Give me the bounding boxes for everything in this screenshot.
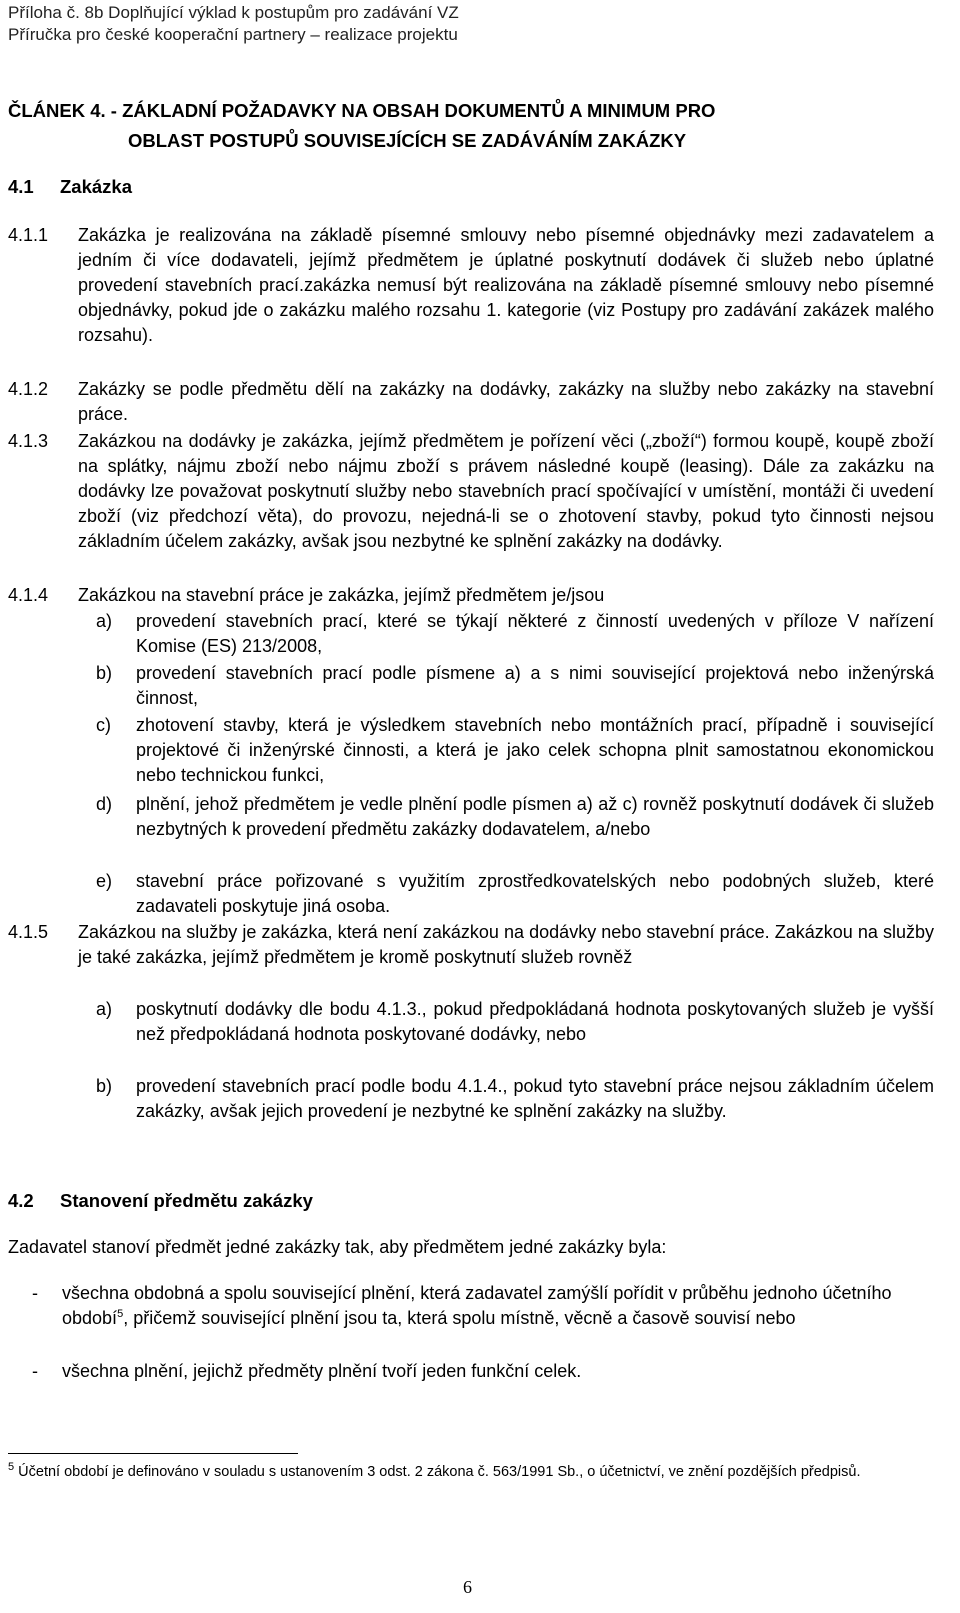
- list-item-label: a): [96, 611, 113, 631]
- list-item-label: d): [96, 794, 113, 814]
- paragraph-4-1-3: [8, 429, 934, 554]
- paragraph-number: 4.1.2: [8, 379, 49, 399]
- paragraph-text: Zakázkou na služby je zakázka, která není zakázkou na dodávky nebo stavební práce. Zakázkou na služby je také zakázka, jejímž předmětem je kromě poskytnutí služeb rovněž: [78, 922, 934, 967]
- list-item-label: e): [96, 871, 113, 891]
- list-item-label: c): [96, 715, 111, 735]
- list-item-text: provedení stavebních prací podle bodu 4.1.4., pokud tyto stavební práce nejsou základním účelem zakázky, avšak jejich provedení je nezbytné ke splnění zakázky na služby.: [136, 1076, 934, 1121]
- list-item-label: b): [96, 1076, 113, 1096]
- paragraph-number: 4.1.5: [8, 922, 49, 942]
- page-number: 6: [463, 1577, 472, 1597]
- paragraph-text: Zakázkou na stavební práce je zakázka, jejímž předmětem je/jsou: [78, 585, 605, 605]
- section-title: Zakázka: [60, 176, 132, 197]
- list-item: [96, 869, 934, 919]
- bullet-text: [62, 1281, 934, 1331]
- list-item: [96, 713, 934, 788]
- list-item-text: plnění, jehož předmětem je vedle plnění podle písmen a) až c) rovněž poskytnutí dodávek či služeb nezbytných k provedení předmětu zakázky dodavatelem, a/nebo: [136, 794, 934, 839]
- list-item-text: provedení stavebních prací, které se týkají některé z činností uvedených v příloze V nařízení Komise (ES) 213/2008,: [136, 611, 934, 656]
- list-item-text: zhotovení stavby, která je výsledkem stavebních nebo montážních prací, případně i související projektové či inženýrské činnosti, a která je jako celek schopna plnit samostatnou ekonomickou nebo technickou funkci,: [136, 715, 934, 785]
- bullet-item: [32, 1281, 934, 1331]
- list-item: [96, 1074, 934, 1124]
- paragraph-text: Zakázky se podle předmětu dělí na zakázky na dodávky, zakázky na služby nebo zakázky na stavební práce.: [78, 379, 934, 424]
- bullet-dash: -: [32, 1361, 38, 1381]
- footnote-separator: [8, 1453, 298, 1454]
- section-intro: Zadavatel stanoví předmět jedné zakázky tak, aby předmětem jedné zakázky byla:: [8, 1237, 667, 1257]
- paragraph-number: 4.1.3: [8, 431, 49, 451]
- bullet-text: všechna plnění, jejichž předměty plnění tvoří jeden funkční celek.: [62, 1361, 582, 1381]
- list-item: [96, 661, 934, 711]
- section-heading-4-1: [8, 176, 132, 198]
- list-item-label: b): [96, 663, 113, 683]
- article-heading-line-2: OBLAST POSTUPŮ SOUVISEJÍCÍCH SE ZADÁVÁNÍM ZAKÁZKY: [128, 130, 687, 151]
- article-heading: [8, 96, 938, 156]
- section-number: 4.2: [8, 1190, 34, 1211]
- list-item: [96, 609, 934, 659]
- header-line-2: Příručka pro české kooperační partnery – realizace projektu: [8, 25, 458, 44]
- list-item-text: poskytnutí dodávky dle bodu 4.1.3., pokud předpokládaná hodnota poskytovaných služeb je vyšší než předpokládaná hodnota poskytované dodávky, nebo: [136, 999, 934, 1044]
- bullet-text-part-1: všechna obdobná a spolu související plnění, která zadavatel zamýšlí pořídit v průběhu jednoho účetního období: [62, 1283, 892, 1328]
- footnote: [8, 1462, 934, 1483]
- section-title: Stanovení předmětu zakázky: [60, 1190, 313, 1211]
- bullet-item: [32, 1359, 934, 1384]
- footnote-reference[interactable]: 5: [117, 1308, 124, 1320]
- list-item-label: a): [96, 999, 113, 1019]
- bullet-dash: -: [32, 1283, 38, 1303]
- paragraph-number: 4.1.4: [8, 585, 49, 605]
- list-item: [96, 997, 934, 1047]
- section-heading-4-2: [8, 1190, 313, 1212]
- paragraph-4-1-2: [8, 377, 934, 427]
- header-line-1: Příloha č. 8b Doplňující výklad k postupům pro zadávání VZ: [8, 3, 459, 22]
- list-item-text: provedení stavebních prací podle písmene a) a s nimi související projektová nebo inženýrská činnost,: [136, 663, 934, 708]
- article-heading-line-1: ČLÁNEK 4. - ZÁKLADNÍ POŽADAVKY NA OBSAH DOKUMENTŮ A MINIMUM PRO: [8, 100, 716, 121]
- list-item-text: stavební práce pořizované s využitím zprostředkovatelských nebo podobných služeb, které zadavateli poskytuje jiná osoba.: [136, 871, 934, 916]
- document-header: [8, 2, 459, 46]
- paragraph-4-1-1: [8, 223, 934, 348]
- paragraph-text: Zakázkou na dodávky je zakázka, jejímž předmětem je pořízení věci („zboží“) formou koupě, koupě zboží na splátky, nájmu zboží nebo nájmu zboží s právem následné koupě (leasing). Dále za zakázku na dodávky lze považovat poskytnutí služby nebo stavebních prací spočívající v umístění, montáži či uvedení zboží (viz předchozí věta), do provozu, nejedná-li se o zhotovení stavby, pokud tyto činnosti nejsou základním účelem zakázky, avšak jsou nezbytné ke splnění zakázky na dodávky.: [78, 431, 934, 551]
- bullet-text-part-2: , přičemž související plnění jsou ta, která spolu místně, věcně a časově souvisí nebo: [123, 1308, 796, 1328]
- paragraph-4-1-5: [8, 920, 934, 970]
- paragraph-number: 4.1.1: [8, 225, 49, 245]
- list-item: [96, 792, 934, 842]
- paragraph-4-1-4: [8, 583, 934, 608]
- footnote-text: Účetní období je definováno v souladu s ustanovením 3 odst. 2 zákona č. 563/1991 Sb., o účetnictví, ve znění pozdějších předpisů.: [18, 1464, 861, 1480]
- paragraph-text: Zakázka je realizována na základě písemné smlouvy nebo písemné objednávky mezi zadavatelem a jedním či více dodavateli, jejímž předmětem je úplatné poskytnutí dodávek či služeb nebo úplatné provedení stavebních prací.zakázka nemusí být realizována na základě písemné smlouvy nebo písemné objednávky, pokud jde o zakázku malého rozsahu 1. kategorie (viz Postupy pro zadávání zakázek malého rozsahu).: [78, 225, 934, 345]
- section-number: 4.1: [8, 176, 34, 197]
- footnote-mark: 5: [8, 1461, 15, 1474]
